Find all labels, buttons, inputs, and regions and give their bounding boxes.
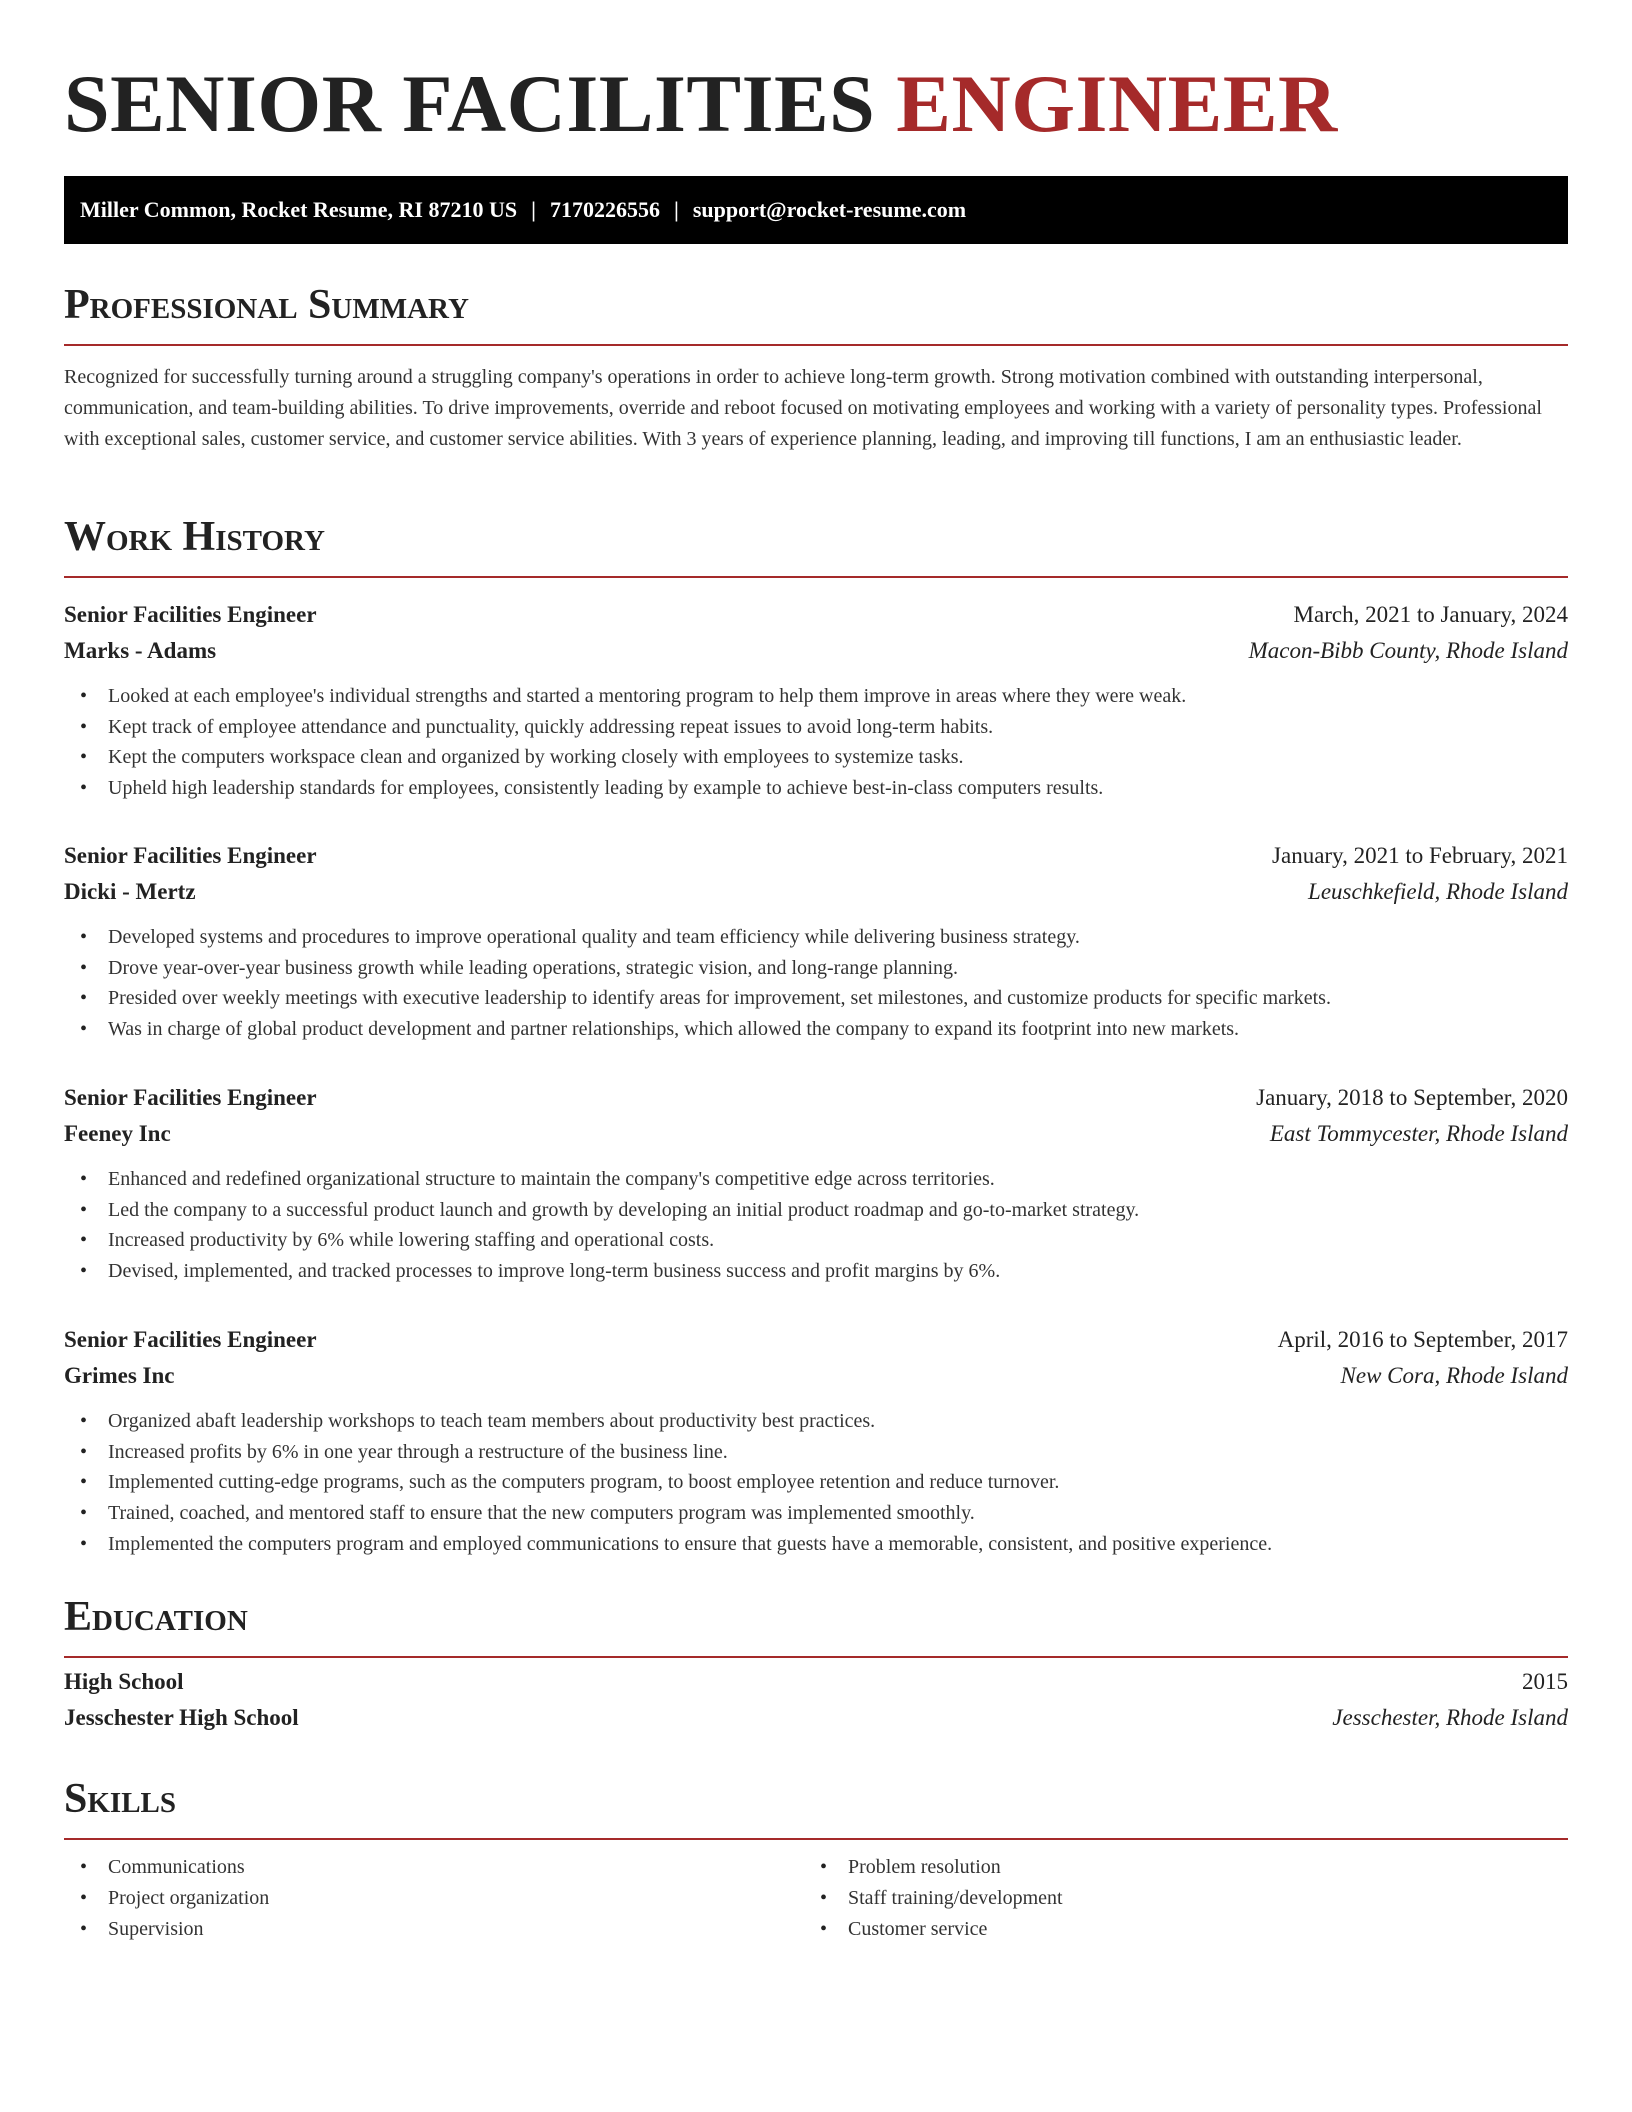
education-heading: Education xyxy=(64,1594,248,1640)
job-dates: March, 2021 to January, 2024 xyxy=(1293,602,1568,627)
job-bullet: • Looked at each employee's individual strengths and started a mentoring program to help them improve in areas where they were weak. xyxy=(64,681,1568,712)
skills-column-right xyxy=(804,1852,1544,1945)
job-bullet: • Enhanced and redefined organizational structure to maintain the company's competitive edge across territories. xyxy=(64,1164,1568,1195)
skill-item: • Problem resolution xyxy=(804,1852,1544,1883)
skills-heading: Skills xyxy=(64,1776,177,1822)
job-bullet: • Led the company to a successful product launch and growth by developing an initial product roadmap and go-to-market strategy. xyxy=(64,1195,1568,1226)
job-company: Marks - Adams xyxy=(64,638,217,663)
job-location: Leuschkefield, Rhode Island xyxy=(1308,879,1568,904)
skills-columns xyxy=(64,1852,1568,1945)
section-divider xyxy=(64,344,1568,346)
resume-title xyxy=(64,56,1338,152)
contact-email: support@rocket-resume.com xyxy=(692,197,967,222)
job-bullet: • Developed systems and procedures to improve operational quality and team efficiency while delivering business strategy. xyxy=(64,922,1568,953)
section-divider xyxy=(64,1838,1568,1840)
work-history-heading: Work History xyxy=(64,514,325,560)
job-bullet: • Kept track of employee attendance and punctuality, quickly addressing repeat issues to avoid long-term habits. xyxy=(64,712,1568,743)
job-dates: January, 2021 to February, 2021 xyxy=(1272,843,1568,868)
job-bullet: • Presided over weekly meetings with executive leadership to identify areas for improvement, set milestones, and customize products for specific markets. xyxy=(64,983,1568,1014)
education-year: 2015 xyxy=(1522,1669,1568,1694)
job-company: Feeney Inc xyxy=(64,1121,171,1146)
work-history-heading-block xyxy=(64,512,1568,578)
job-bullet: • Devised, implemented, and tracked processes to improve long-term business success and profit margins by 6%. xyxy=(64,1256,1568,1287)
summary-section xyxy=(64,280,1568,455)
job-title: Senior Facilities Engineer xyxy=(64,843,317,868)
job-bullets xyxy=(64,922,1568,1045)
job-bullets xyxy=(64,681,1568,804)
contact-bar xyxy=(64,176,1568,244)
job-location: New Cora, Rhode Island xyxy=(1340,1363,1568,1388)
contact-phone: 7170226556 xyxy=(549,197,660,222)
section-divider xyxy=(64,576,1568,578)
job-entry xyxy=(64,1322,1568,1560)
job-bullet: • Upheld high leadership standards for employees, consistently leading by example to achieve best-in-class computers results. xyxy=(64,773,1568,804)
job-bullet: • Implemented cutting-edge programs, such as the computers program, to boost employee retention and reduce turnover. xyxy=(64,1467,1568,1498)
job-entry xyxy=(64,597,1568,804)
job-bullet: • Drove year-over-year business growth while leading operations, strategic vision, and long-range planning. xyxy=(64,953,1568,984)
section-divider xyxy=(64,1656,1568,1658)
job-title: Senior Facilities Engineer xyxy=(64,602,317,627)
skill-item: • Customer service xyxy=(804,1914,1544,1945)
education-school: Jesschester High School xyxy=(64,1705,299,1730)
title-part-2: ENGINEER xyxy=(896,58,1338,149)
contact-separator: | xyxy=(531,197,536,222)
summary-heading: Professional Summary xyxy=(64,282,469,328)
skills-column-left xyxy=(64,1852,804,1945)
skill-item: • Communications xyxy=(64,1852,804,1883)
job-dates: January, 2018 to September, 2020 xyxy=(1256,1085,1568,1110)
summary-text: Recognized for successfully turning around a struggling company's operations in order to achieve long-term growth. Strong motivation combined with outstanding interpersonal, communication, and team-building abilities. To drive improvements, override and reboot focused on motivating employees and working with a variety of personality types. Professional with exceptional sales, customer service, and customer service abilities. With 3 years of experience planning, leading, and improving till functions, I am an enthusiastic leader. xyxy=(64,366,1542,450)
job-title: Senior Facilities Engineer xyxy=(64,1085,317,1110)
job-dates: April, 2016 to September, 2017 xyxy=(1277,1327,1568,1352)
education-degree: High School xyxy=(64,1669,184,1694)
contact-separator: | xyxy=(673,197,679,222)
job-bullet: • Trained, coached, and mentored staff to ensure that the new computers program was implemented smoothly. xyxy=(64,1498,1568,1529)
job-bullets xyxy=(64,1164,1568,1287)
job-bullets xyxy=(64,1406,1568,1560)
job-company: Dicki - Mertz xyxy=(64,879,196,904)
title-part-1: SENIOR FACILITIES xyxy=(64,58,876,149)
job-title: Senior Facilities Engineer xyxy=(64,1327,317,1352)
education-section xyxy=(64,1592,1568,1736)
job-location: Macon-Bibb County, Rhode Island xyxy=(1248,638,1568,663)
job-company: Grimes Inc xyxy=(64,1363,175,1388)
skill-item: • Staff training/development xyxy=(804,1883,1544,1914)
skill-item: • Project organization xyxy=(64,1883,804,1914)
job-bullet: • Increased productivity by 6% while lowering staffing and operational costs. xyxy=(64,1225,1568,1256)
skill-item: • Supervision xyxy=(64,1914,804,1945)
job-bullet: • Implemented the computers program and employed communications to ensure that guests have a memorable, consistent, and positive experience. xyxy=(64,1529,1568,1560)
job-location: East Tommycester, Rhode Island xyxy=(1269,1121,1568,1146)
job-bullet: • Was in charge of global product development and partner relationships, which allowed the company to expand its footprint into new markets. xyxy=(64,1014,1568,1045)
skills-section xyxy=(64,1774,1568,1945)
contact-address: Miller Common, Rocket Resume, RI 87210 US xyxy=(80,197,518,222)
job-entry xyxy=(64,1080,1568,1287)
job-bullet: • Organized abaft leadership workshops to teach team members about productivity best practices. xyxy=(64,1406,1568,1437)
job-bullet: • Increased profits by 6% in one year through a restructure of the business line. xyxy=(64,1437,1568,1468)
education-location: Jesschester, Rhode Island xyxy=(1332,1705,1568,1730)
job-bullet: • Kept the computers workspace clean and organized by working closely with employees to systemize tasks. xyxy=(64,742,1568,773)
job-entry xyxy=(64,838,1568,1045)
